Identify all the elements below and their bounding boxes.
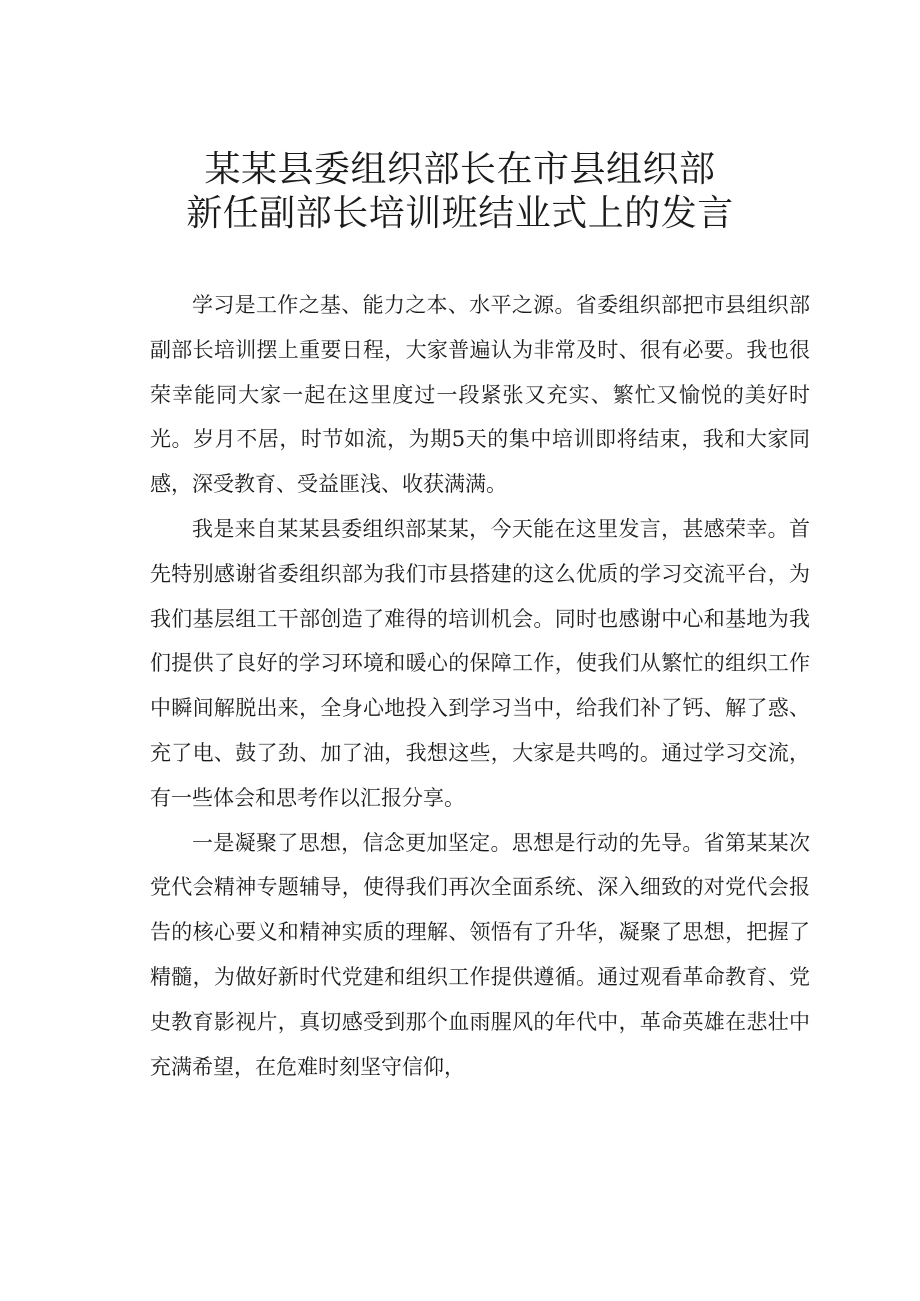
- document-title: [0, 148, 920, 236]
- paragraph-1: 学习是工作之基、能力之本、水平之源。省委组织部把市县组织部副部长培训摆上重要日程，大家普遍认为非常及时、很有必要。我也很荣幸能同大家一起在这里度过一段紧张又充实、繁忙又愉悦的美好时光。岁月不居，时节如流，为期5天的集中培训即将结束，我和大家同感，深受教育、受益匪浅、收获满满。: [150, 293, 810, 497]
- document-body: [150, 283, 810, 1089]
- paragraph-3: 一是凝聚了思想，信念更加坚定。思想是行动的先导。省第某某次党代会精神专题辅导，使得我们再次全面系统、深入细致的对党代会报告的核心要义和精神实质的理解、领悟有了升华，凝聚了思想，把握了精髓，为做好新时代党建和组织工作提供遵循。通过观看革命教育、党史教育影视片，真切感受到那个血雨腥风的年代中，革命英雄在悲壮中充满希望，在危难时刻坚守信仰，: [150, 830, 810, 1079]
- title-line-1: 某某县委组织部长在市县组织部: [204, 149, 716, 190]
- title-line-2: 新任副部长培训班结业式上的发言: [186, 193, 734, 234]
- paragraph-2: 我是来自某某县委组织部某某，今天能在这里发言，甚感荣幸。首先特别感谢省委组织部为我们市县搭建的这么优质的学习交流平台，为我们基层组工干部创造了难得的培训机会。同时也感谢中心和基地为我们提供了良好的学习环境和暖心的保障工作，使我们从繁忙的组织工作中瞬间解脱出来，全身心地投入到学习当中，给我们补了钙、解了惑、充了电、鼓了劲、加了油，我想这些，大家是共鸣的。通过学习交流，有一些体会和思考作以汇报分享。: [150, 516, 810, 810]
